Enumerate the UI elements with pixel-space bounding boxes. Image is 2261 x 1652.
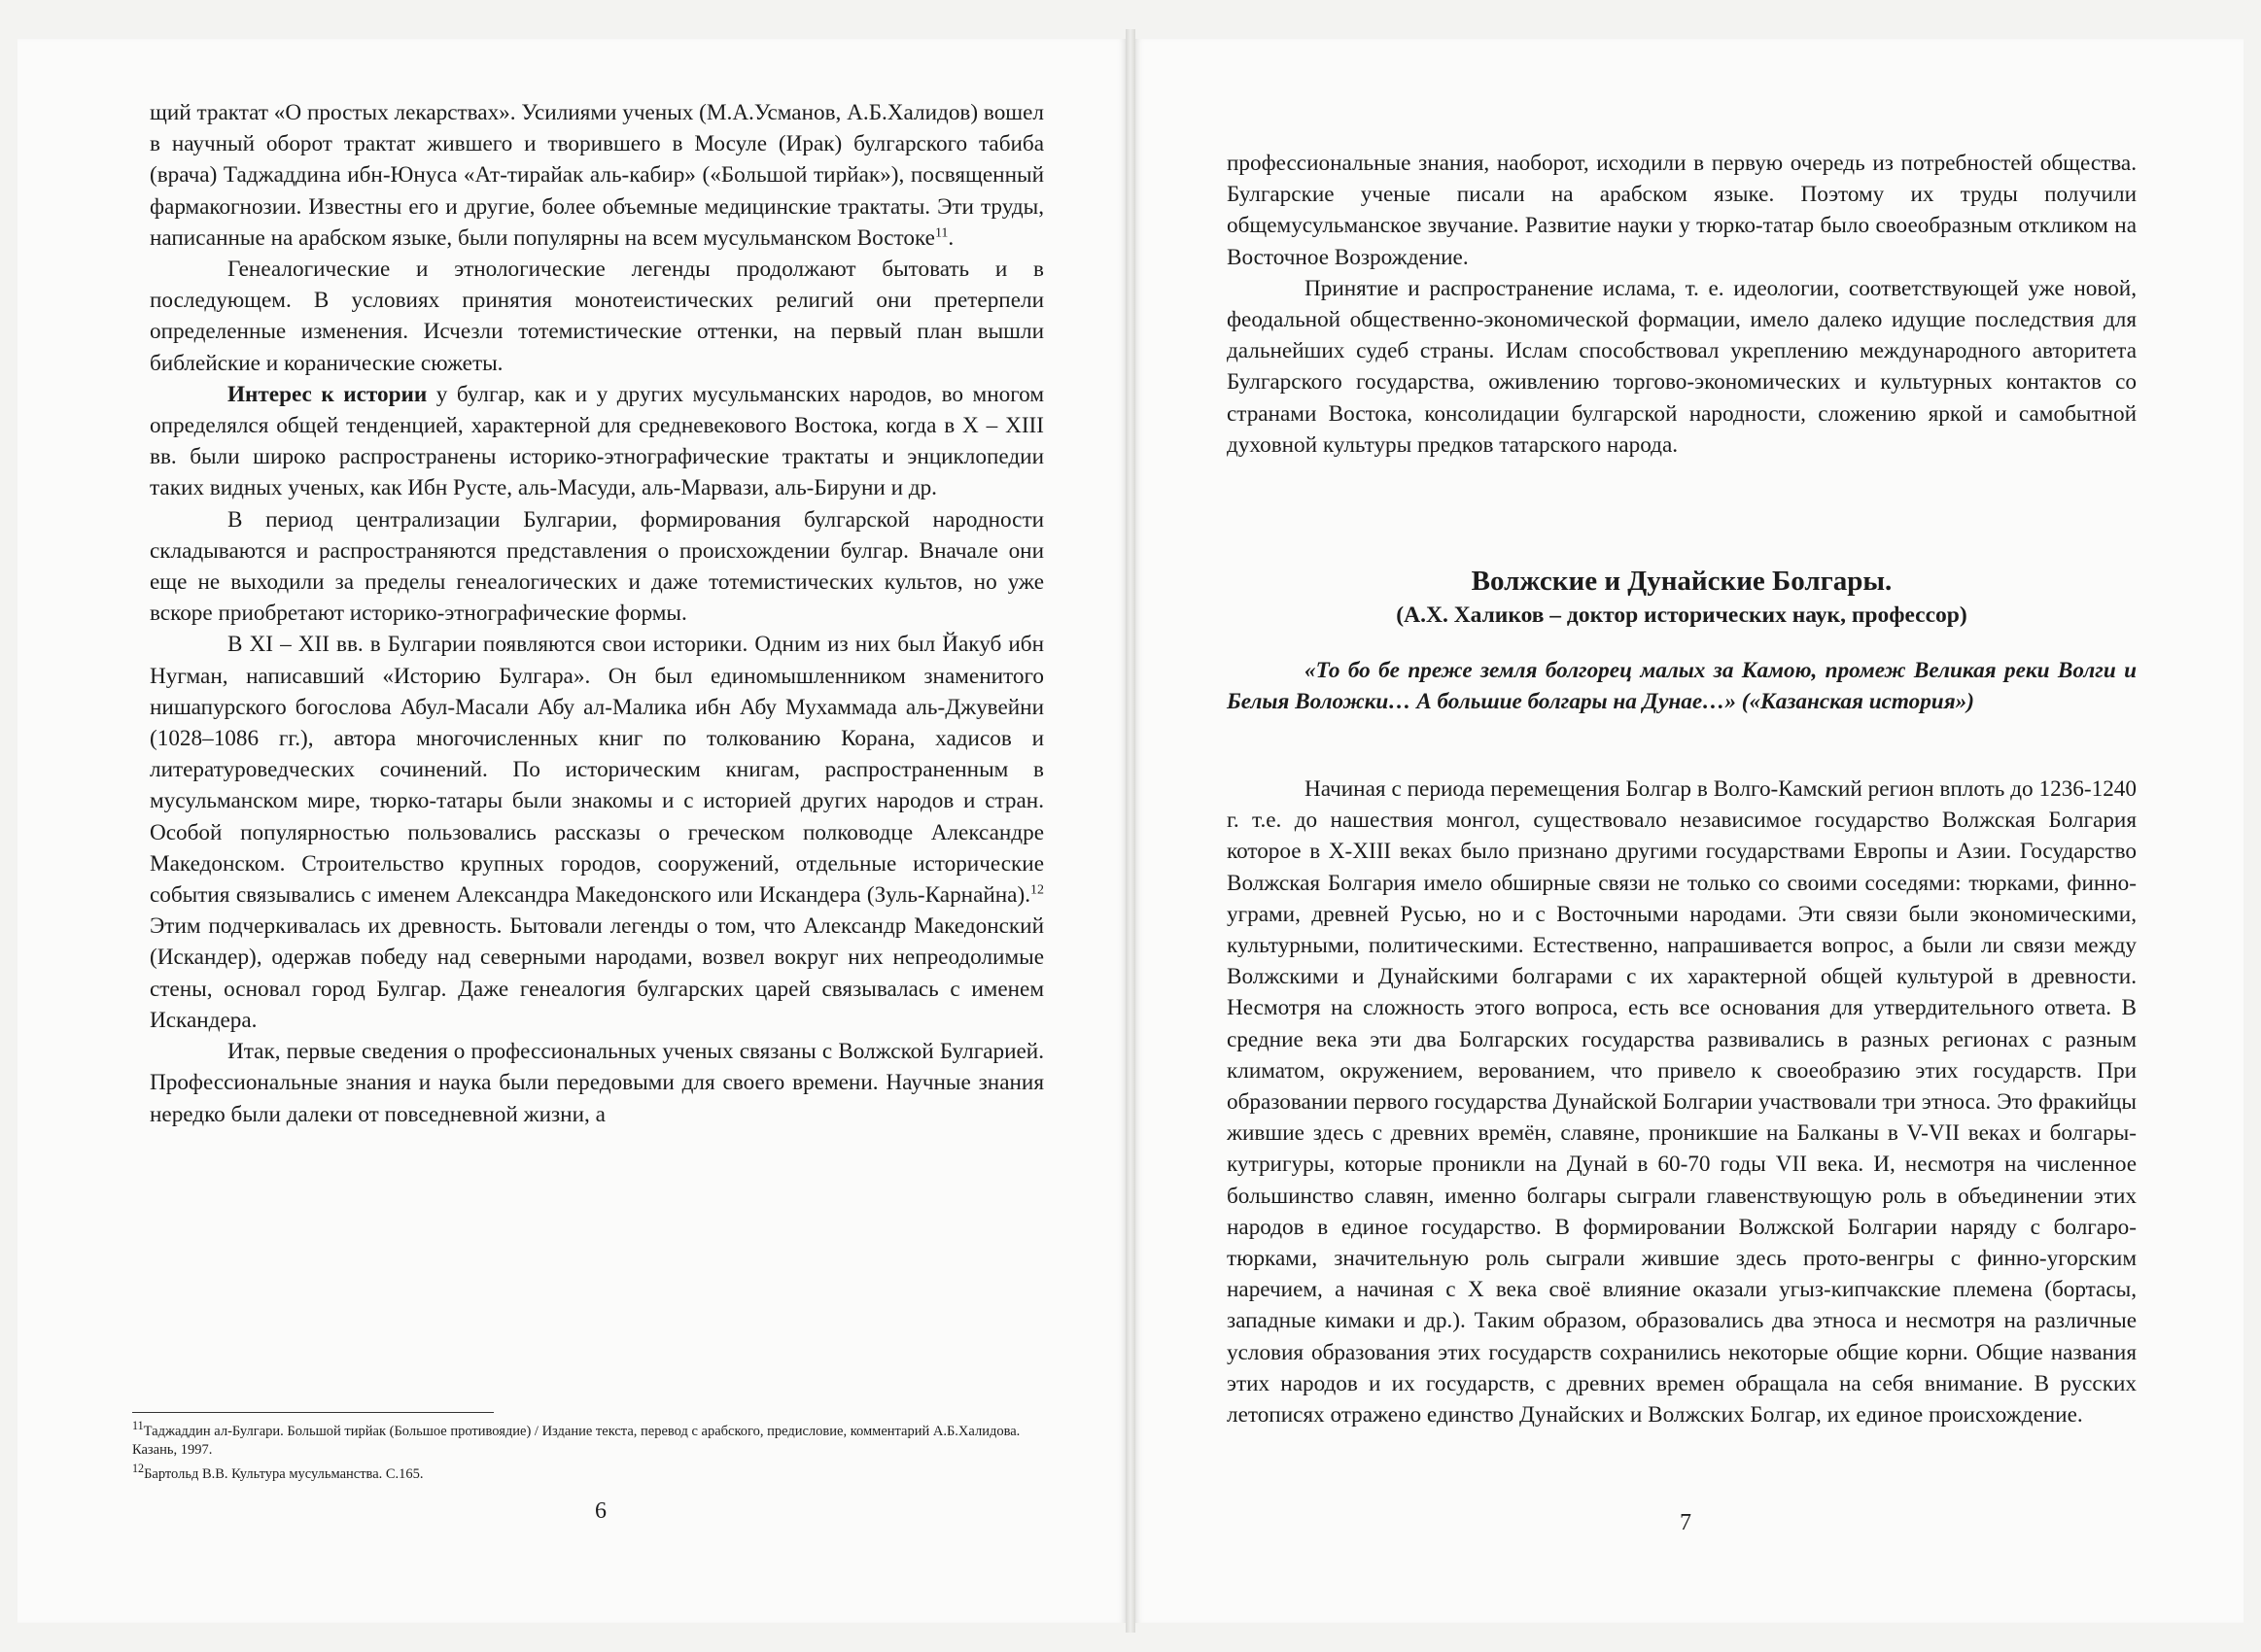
text-run: Генеалогические и этнологические легенды продолжают бытовать и в последующем. В условиях принятия монотеистических религий они претерпели определенные изменения. Исчезли тотемистические оттенки, на первый план вышли библейские и коранические сюжеты.: [150, 257, 1044, 376]
page-number-right: 7: [1680, 1510, 1691, 1535]
text-run: .: [948, 224, 955, 251]
footnote: [132, 1417, 1046, 1460]
left-paragraph: [150, 379, 1044, 504]
text-run: щий трактат «О простых лекарствах». Усилиями ученых (М.А.Усманов, А.Б.Халидов) вошел в научный оборот трактат жившего и творившего в Мосуле (Ирак) булгарского табиба (врача) Таджаддина ибн-Юнуса «Ат-тирайак аль-кабир» («Большой тирйак»), посвященный фармакогнозии. Известны его и другие, более объемные медицинские трактаты. Эти труды, написанные на арабском языке, были популярны на всем мусульманском Востоке: [150, 100, 1044, 251]
right-page-text: [1227, 148, 2137, 461]
footnote: [132, 1460, 1046, 1484]
footnote-number: 11: [132, 1419, 144, 1432]
footnote-text: Таджаддин ал-Булгари. Большой тирйак (Большое противоядие) / Издание текста, перевод с арабского, предисловие, комментарий А.Б.Халидова. Казань, 1997.: [132, 1423, 1021, 1458]
left-paragraph: [150, 629, 1044, 1036]
footnote-reference: 12: [1030, 882, 1044, 898]
text-run: Итак, первые сведения о профессиональных ученых связаны с Волжской Булгарией. Профессиональные знания и наука были передовыми для своего времени. Научные знания нередко были далеки от повседневной жизни, а: [150, 1039, 1044, 1127]
text-run: Этим подчеркивалась их древность. Бытовали легенды о том, что Александр Македонский (Искандер), одержав победу над северными народами, возвел вокруг них непреодолимые стены, основал город Булгар. Даже генеалогия булгарских царей связывалась с именем Искандера.: [150, 913, 1044, 1033]
left-paragraph: [150, 504, 1044, 630]
left-page-text: [150, 97, 1044, 1130]
article-body-paragraph: Начиная с периода перемещения Болгар в Волго-Камский регион вплоть до 1236-1240 г. т.е. до нашествия монгол, существовало независимое государство Волжская Болгария которое в X-XIII веках было признано другими государствами Европы и Азии. Государство Волжская Болгария имело обширные связи не только со своими соседями: тюрками, финно-уграми, древней Русью, но и с Восточными народами. Эти связи были экономическими, культурными, политическими. Естественно, напрашивается вопрос, а были ли связи между Волжскими и Дунайскими болгарами с их характерной общей культурой в древности. Несмотря на сложность этого вопроса, есть все основания для утвердительного ответа. В средние века эти два Болгарских государства развивались в разных регионах с разным климатом, окружением, верованием, что привело к своеобразию этих государств. При образовании первого государства Дунайской Болгарии участвовали три этноса. Это фракийцы жившие здесь с древних времён, славяне, проникшие на Балканы в V-VII веках и болгары-кутригуры, которые проникли на Дунай в 60-70 годы VII века. И, несмотря на численное большинство славян, именно болгары сыграли главенствующую роль в объединении этих народов в единое государство. В формировании Волжской Болгарии наряду с болгаро-тюрками, значительную роль сыграли жившие здесь прото-венгры с финно-угорским наречием, а начиная с X века своё влияние оказали угыз-кипчакские племена (бортасы, западные кимаки и др.). Таким образом, образовались два этноса и несмотря на различные условия образования этих государств сохранились некоторые общие корни. Общие названия этих народов и их государств, с древних времен обращала на себя внимание. В русских летописях отражено единство Дунайских и Волжских Болгар, их единое происхождение.: [1227, 776, 2137, 1428]
footnotes: [132, 1417, 1046, 1484]
footnote-reference: 11: [934, 225, 949, 241]
page-number-left: 6: [595, 1498, 607, 1524]
footnote-separator: [132, 1412, 494, 1413]
book-gutter: [1126, 29, 1135, 1633]
left-paragraph: [150, 254, 1044, 379]
left-paragraph: [150, 1036, 1044, 1130]
article-author: (А.Х. Халиков – доктор исторических наук, профессор): [1396, 602, 1967, 628]
footnote-text: Бартольд В.В. Культура мусульманства. С.165.: [144, 1465, 424, 1482]
right-paragraph: [1227, 273, 2137, 461]
article-epigraph: «То бо бе преже земля болгорец малых за Камою, промеж Великая реки Волги и Белыя Воложки… А большие болгары на Дунае…» («Казанская история»): [1227, 658, 2137, 715]
right-paragraph: [1227, 148, 2137, 273]
text-run: Принятие и распространение ислама, т. е. идеологии, соответствующей уже новой, феодальной общественно-экономической формации, имело далеко идущие последствия для дальнейших судеб страны. Ислам способствовал укреплению международного авторитета Булгарского государства, оживлению торгово-экономических и культурных контактов со странами Востока, консолидации булгарской народности, сложению яркой и самобытной духовной культуры предков татарского народа.: [1227, 275, 2137, 458]
bold-term: Интерес к истории: [227, 381, 428, 407]
footnote-number: 12: [132, 1461, 145, 1475]
text-run: В XI – XII вв. в Булгарии появляются свои историки. Одним из них был Йакуб ибн Нугман, написавший «Историю Булгара». Он был единомышленником знаменитого нишапурского богослова Абул-Масали Абу ал-Малика ибн Абу Мухаммада аль-Джувейни (1028–1086 гг.), автора многочисленных книг по толкованию Корана, хадисов и литературоведческих сочинений. По историческим книгам, распространенным в мусульманском мире, тюрко-татары были знакомы и с историей других народов и стран. Особой популярностью пользовались рассказы о греческом полководце Александре Македонском. Строительство крупных городов, сооружений, отдельные исторические события связывались с именем Александра Македонского или Искандера (Зуль-Карнайна).: [150, 632, 1044, 909]
article-title: Волжские и Дунайские Болгары.: [1471, 566, 1893, 597]
text-run: у булгар, как и у других мусульманских народов, во многом определялся общей тенденцией, характерной для средневекового Востока, когда в X – XIII вв. были широко распространены историко-этнографические трактаты и энциклопедии таких видных ученых, как Ибн Русте, аль-Масуди, аль-Марвази, аль-Бируни и др.: [150, 381, 1044, 501]
left-paragraph: [150, 97, 1044, 254]
text-run: В период централизации Булгарии, формирования булгарской народности складываются и распространяются представления о происхождении булгар. Вначале они еще не выходили за пределы генеалогических и даже тотемистических культов, но уже вскоре приобретают историко-этнографические формы.: [150, 506, 1044, 627]
article-body: [1227, 774, 2137, 1430]
text-run: профессиональные знания, наоборот, исходили в первую очередь из потребностей общества. Булгарские ученые писали на арабском языке. Поэтому их труды получили общемусульманское звучание. Развитие науки у тюрко-татар было своеобразным откликом на Восточное Возрождение.: [1227, 151, 2137, 270]
